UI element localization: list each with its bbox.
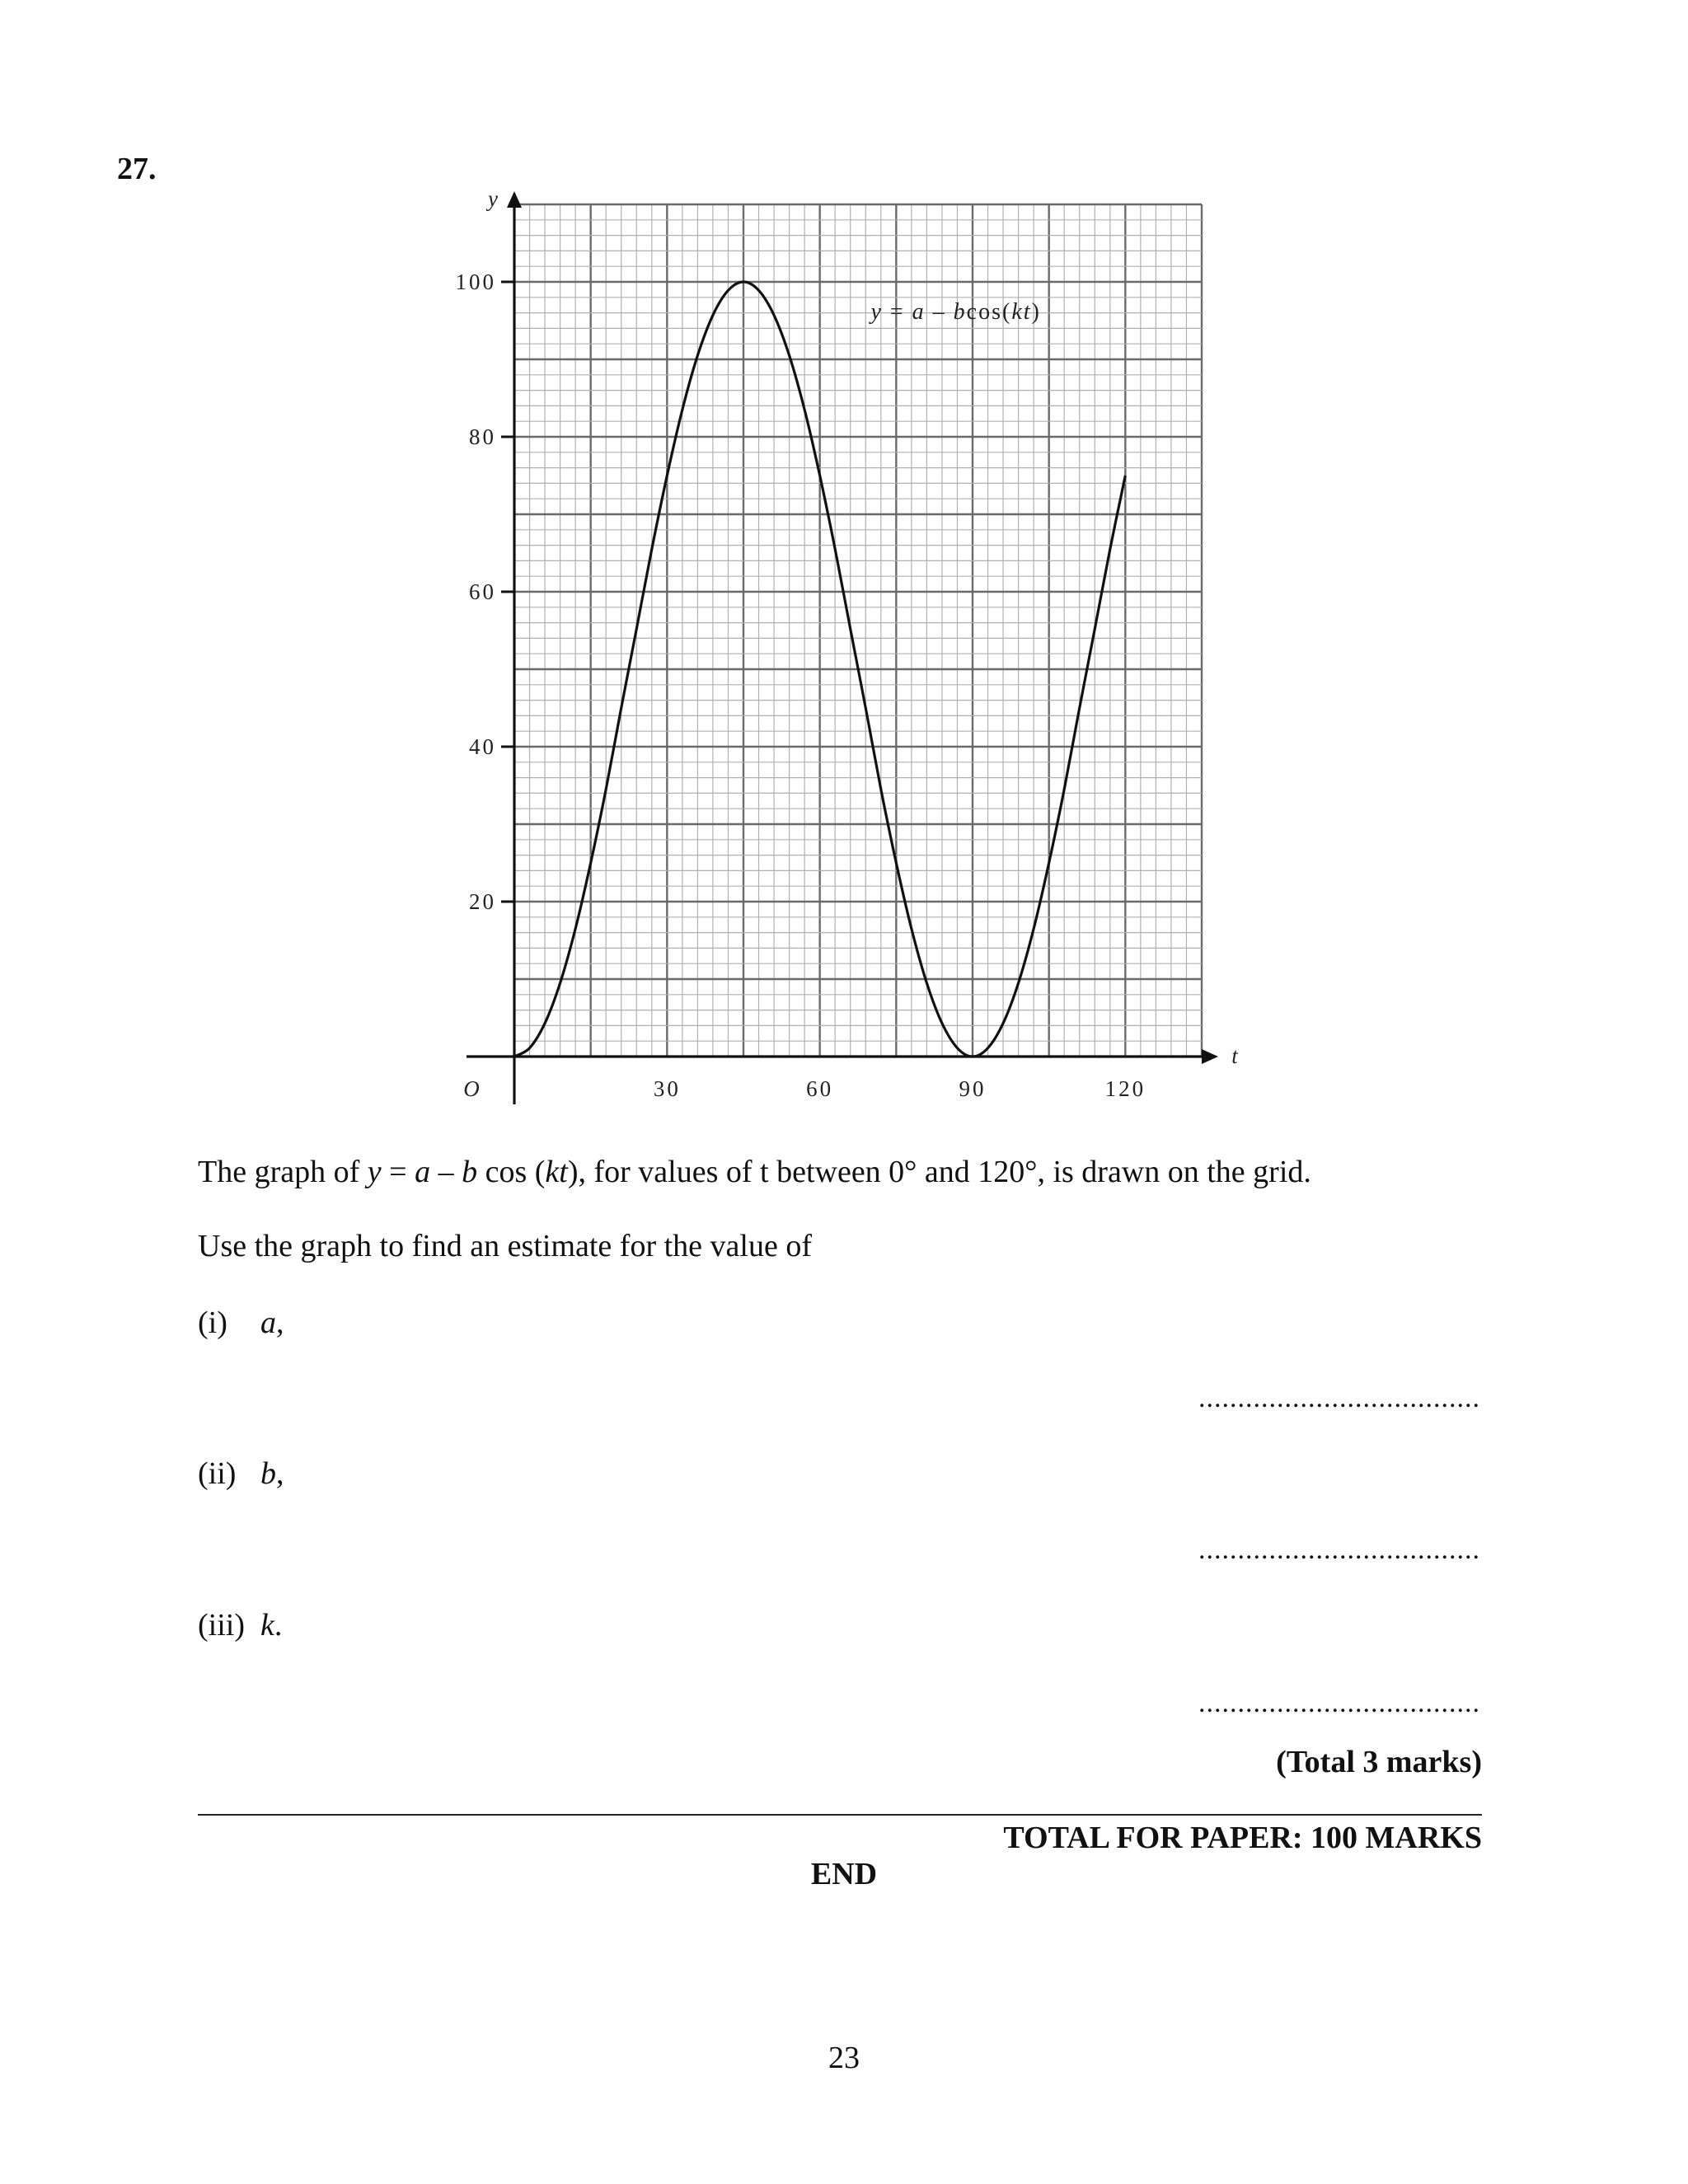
part-iii-punct: . [274, 1608, 283, 1643]
answer-line-iii[interactable]: .................................... [1198, 1688, 1480, 1718]
part-iii-label: (iii) [198, 1608, 245, 1643]
y-tick-label: 100 [455, 269, 496, 294]
x-tick-label: 90 [959, 1076, 987, 1101]
answer-line-ii[interactable]: .................................... [1198, 1535, 1480, 1565]
eq-b: b [462, 1155, 478, 1189]
eq-y: y [367, 1155, 382, 1189]
question-instruction: Use the graph to find an estimate for the value of [198, 1229, 812, 1263]
eq-a: a [415, 1155, 431, 1189]
part-iii-variable: k [260, 1608, 274, 1643]
x-axis-label: t [1231, 1043, 1238, 1068]
x-tick-label: 120 [1104, 1076, 1146, 1101]
part-i-label: (i) [198, 1305, 227, 1340]
part-ii-variable: b [260, 1456, 276, 1491]
answer-line-i[interactable]: .................................... [1198, 1383, 1480, 1413]
total-for-paper: TOTAL FOR PAPER: 100 MARKS [1003, 1821, 1482, 1855]
y-axis-label: y [488, 186, 498, 211]
end-label: END [810, 1857, 878, 1891]
y-tick-label: 80 [469, 424, 496, 449]
page-number: 23 [828, 2041, 860, 2075]
eq-equals: = [381, 1155, 415, 1189]
y-tick-label: 40 [469, 734, 496, 759]
part-ii-punct: , [276, 1456, 284, 1491]
origin-label: O [463, 1076, 480, 1101]
question-number: 27. [117, 152, 157, 186]
y-tick-label: 60 [469, 579, 496, 604]
intro-suffix: ), for values of t between 0° and 120°, is drawn on the grid. [567, 1155, 1311, 1189]
eq-cos: cos ( [477, 1155, 546, 1189]
x-axis-arrow [1202, 1049, 1218, 1064]
eq-kt: kt [545, 1155, 568, 1189]
question-intro [198, 1154, 1311, 1192]
y-tick-label: 20 [469, 889, 496, 914]
curve-equation-label: y = a – bcos(kt) [870, 299, 1041, 326]
divider-line [198, 1814, 1482, 1816]
x-tick-label: 60 [806, 1076, 834, 1101]
part-i-variable: a [260, 1305, 276, 1340]
intro-prefix: The graph of [198, 1155, 368, 1189]
y-axis-arrow [507, 191, 522, 208]
x-tick-label: 30 [653, 1076, 681, 1101]
part-ii-label: (ii) [198, 1456, 237, 1491]
eq-minus: – [430, 1155, 462, 1189]
part-i [198, 1305, 284, 1343]
part-i-punct: , [276, 1305, 284, 1340]
part-ii [198, 1455, 284, 1493]
graph-grid [514, 204, 1202, 1057]
total-marks: (Total 3 marks) [1276, 1745, 1482, 1779]
part-iii [198, 1607, 282, 1645]
